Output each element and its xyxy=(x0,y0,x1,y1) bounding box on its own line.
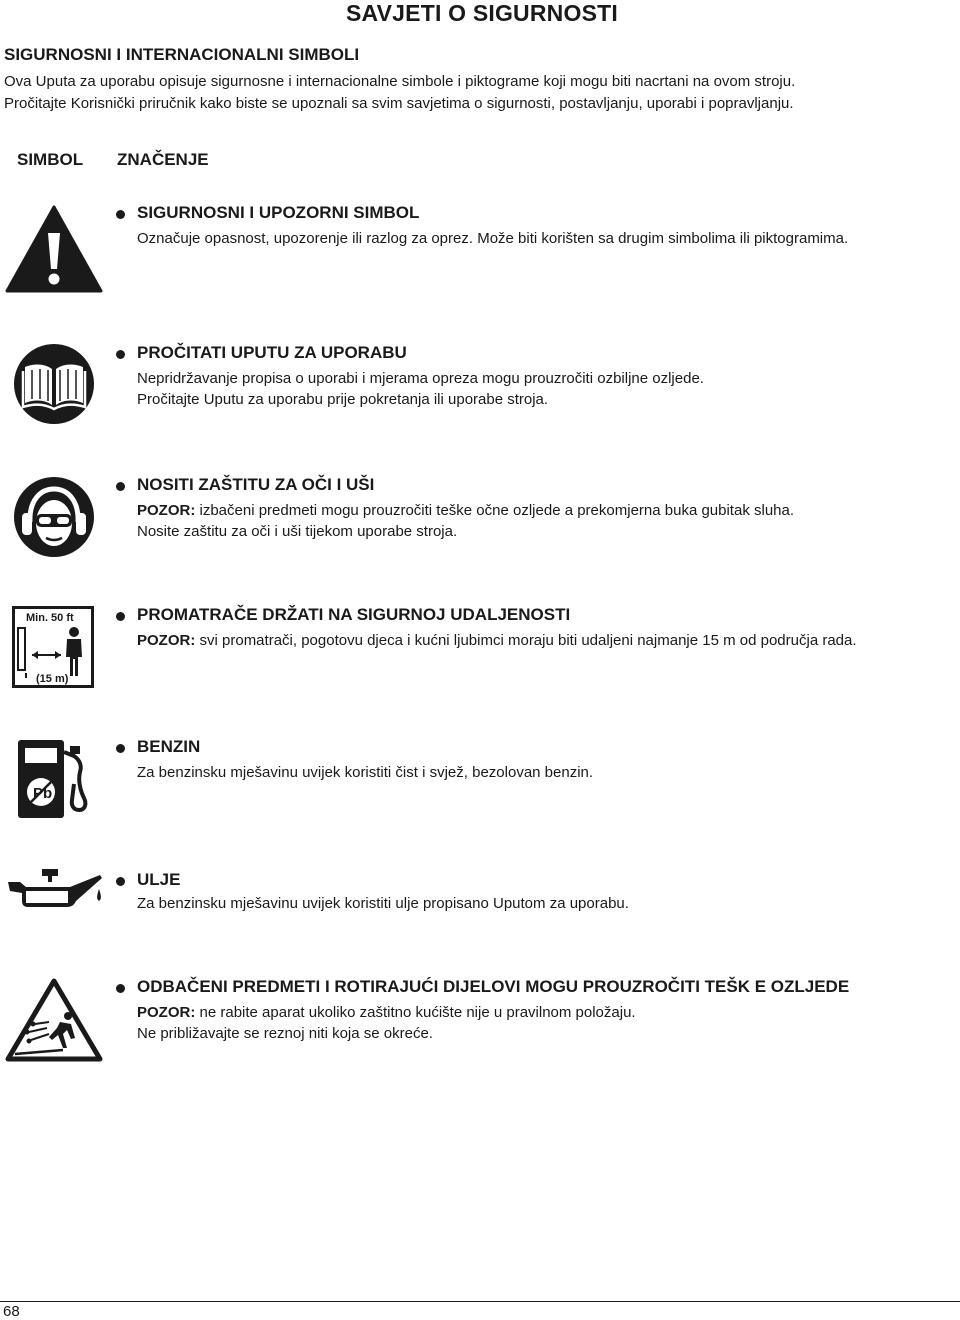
page-title: SAVJETI O SIGURNOSTI xyxy=(346,0,618,26)
bullet-icon xyxy=(116,482,125,491)
entry-title: NOSITI ZAŠTITU ZA OČI I UŠI xyxy=(137,475,375,494)
symbol-entry xyxy=(0,734,960,834)
thrown-objects-icon xyxy=(5,978,103,1062)
entry-text: Označuje opasnost, upozorenje ili razlog za oprez. Može biti korišten sa drugim simbolima ili piktogramima. xyxy=(137,230,849,247)
entry-text xyxy=(137,502,794,519)
distance-label-bottom: (15 m) xyxy=(36,673,69,685)
keep-distance-icon xyxy=(12,606,94,688)
entry-text xyxy=(137,632,857,649)
caution-text: svi promatrači, pogotovu djeca i kućni ljubimci moraju biti udaljeni najmanje 15 m od područja rada. xyxy=(195,632,857,649)
entry-title: BENZIN xyxy=(137,737,201,756)
read-manual-icon xyxy=(13,343,95,425)
bullet-icon xyxy=(116,877,125,886)
eye-ear-protection-icon xyxy=(13,476,95,558)
symbol-entry xyxy=(0,340,960,440)
bullet-icon xyxy=(116,984,125,993)
symbol-entry xyxy=(0,200,960,300)
caution-label: POZOR: xyxy=(137,632,196,649)
entry-title: PROČITATI UPUTU ZA UPORABU xyxy=(137,343,407,362)
fuel-pump-icon xyxy=(14,738,94,822)
bullet-icon xyxy=(116,350,125,359)
symbol-entry xyxy=(0,867,960,947)
symbol-entry xyxy=(0,602,960,702)
section-heading: SIGURNOSNI I INTERNACIONALNI SIMBOLI xyxy=(4,45,360,64)
warning-triangle-icon xyxy=(5,205,103,293)
page-number: 68 xyxy=(3,1303,20,1320)
entry-text: Ne približavajte se reznoj niti koja se okreće. xyxy=(137,1025,433,1042)
pb-label: Pb xyxy=(33,785,53,802)
caution-text: ne rabite aparat ukoliko zaštitno kućište nije u pravilnom položaju. xyxy=(195,1004,636,1021)
entry-text: Pročitajte Uputu za uporabu prije pokretanja ili uporabe stroja. xyxy=(137,391,549,408)
footer-divider xyxy=(0,1301,960,1302)
bullet-icon xyxy=(116,612,125,621)
entry-text: Za benzinsku mješavinu uvijek koristiti ulje propisano Uputom za uporabu. xyxy=(137,895,629,912)
oil-can-icon xyxy=(6,867,104,917)
entry-title: SIGURNOSNI I UPOZORNI SIMBOL xyxy=(137,203,420,222)
entry-title: PROMATRAČE DRŽATI NA SIGURNOJ UDALJENOSTI xyxy=(137,605,571,624)
caution-label: POZOR: xyxy=(137,502,196,519)
caution-text: izbačeni predmeti mogu prouzročiti teške očne ozljede a prekomjerna buka gubitak sluha. xyxy=(195,502,795,519)
symbol-entry xyxy=(0,974,960,1074)
column-header-symbol: SIMBOL xyxy=(17,150,84,169)
symbol-entry xyxy=(0,472,960,572)
entry-title: ULJE xyxy=(137,870,181,889)
column-header-meaning: ZNAČENJE xyxy=(117,150,209,169)
entry-text: Nepridržavanje propisa o uporabi i mjerama opreza mogu prouzročiti ozbiljne ozljede. xyxy=(137,370,704,387)
caution-label: POZOR: xyxy=(137,1004,196,1021)
intro-line: Pročitajte Korisnički priručnik kako biste se upoznali sa svim savjetima o sigurnosti, postavljanju, uporabi i popravljanju. xyxy=(4,95,794,112)
entry-text: Nosite zaštitu za oči i uši tijekom uporabe stroja. xyxy=(137,523,458,540)
entry-title: ODBAČENI PREDMETI I ROTIRAJUĆI DIJELOVI MOGU PROUZROČITI TEŠK E OZLJEDE xyxy=(137,977,850,996)
intro-line: Ova Uputa za uporabu opisuje sigurnosne i internacionalne simbole i piktograme koji mogu biti nacrtani na ovom stroju. xyxy=(4,73,796,90)
distance-label-top: Min. 50 ft xyxy=(26,612,74,624)
entry-text: Za benzinsku mješavinu uvijek koristiti čist i svjež, bezolovan benzin. xyxy=(137,764,594,781)
entry-text xyxy=(137,1004,636,1021)
bullet-icon xyxy=(116,210,125,219)
bullet-icon xyxy=(116,744,125,753)
